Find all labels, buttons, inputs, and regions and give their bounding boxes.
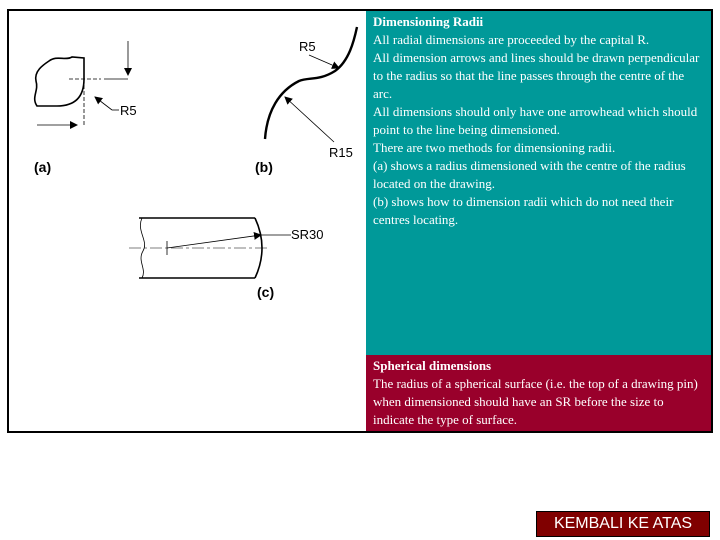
radii-line: All radial dimensions are proceeded by the capital R. — [373, 32, 650, 47]
label-c: (c) — [257, 284, 275, 300]
radii-line: There are two methods for dimensioning radii. — [373, 140, 616, 155]
radii-line: (a) shows a radius dimensioned with the centre of the radius located on the drawing. — [373, 158, 686, 191]
figure-b — [255, 27, 357, 175]
label-b: (b) — [255, 159, 273, 175]
radius-dimension-drawing — [9, 11, 364, 431]
spherical-heading: Spherical dimensions — [373, 358, 492, 373]
radii-text-panel — [366, 11, 711, 355]
back-to-top-button[interactable]: KEMBALI KE ATAS — [536, 511, 710, 537]
dim-c-text: SR30 — [291, 227, 324, 242]
radii-heading: Dimensioning Radii — [373, 14, 484, 29]
figure-a — [34, 41, 137, 175]
dim-b-bottom-text: R15 — [329, 145, 353, 160]
label-a: (a) — [34, 159, 52, 175]
radii-line: (b) shows how to dimension radii which do not need their centres locating. — [373, 194, 674, 227]
radii-line: All dimensions should only have one arrowhead which should point to the line being dimensioned. — [373, 104, 698, 137]
dim-b-top-text: R5 — [299, 39, 316, 54]
figure-c — [129, 218, 324, 300]
spherical-text-panel — [366, 355, 711, 431]
dim-a-text: R5 — [120, 103, 137, 118]
radii-line: All dimension arrows and lines should be drawn perpendicular to the radius so that the line passes through the centre of the arc. — [373, 50, 700, 101]
spherical-text: The radius of a spherical surface (i.e. the top of a drawing pin) when dimensioned should have an SR before the size to indicate the type of surface. — [373, 376, 698, 427]
